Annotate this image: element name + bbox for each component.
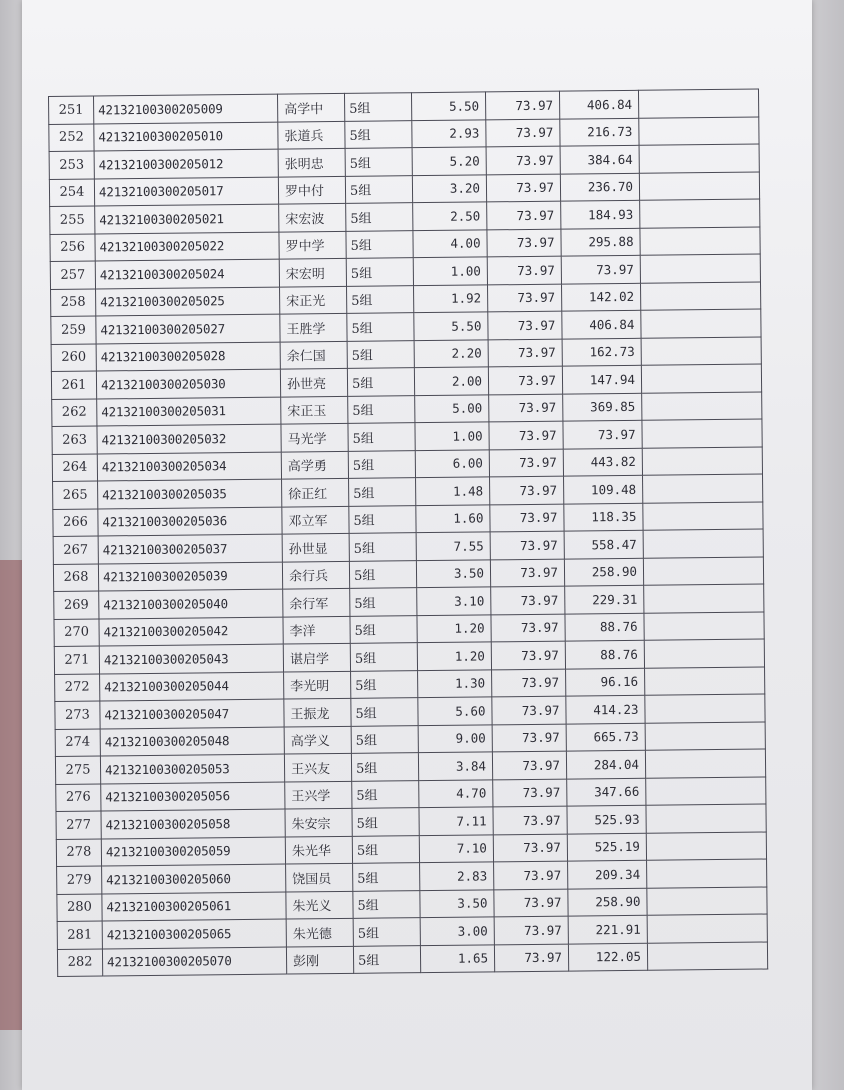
area-cell: 2.93 xyxy=(412,119,486,147)
area-cell: 3.10 xyxy=(417,587,491,615)
area-cell: 7.11 xyxy=(419,807,493,835)
blank-cell xyxy=(646,832,766,861)
name-cell: 张道兵 xyxy=(278,121,345,149)
blank-cell xyxy=(640,199,760,228)
blank-cell xyxy=(639,117,759,146)
id-cell: 42132100300205034 xyxy=(97,452,281,481)
name-cell: 邓立军 xyxy=(282,506,349,534)
group-cell: 5组 xyxy=(345,120,412,148)
name-cell: 高学勇 xyxy=(281,451,348,479)
price-cell: 73.97 xyxy=(491,586,565,614)
name-cell: 孙世显 xyxy=(282,533,349,561)
blank-cell xyxy=(641,309,761,338)
area-cell: 7.55 xyxy=(416,532,490,560)
price-cell: 73.97 xyxy=(493,834,567,862)
price-cell: 73.97 xyxy=(486,174,560,202)
price-cell: 73.97 xyxy=(489,449,563,477)
id-cell: 42132100300205009 xyxy=(94,94,278,123)
amount-cell: 347.66 xyxy=(567,778,646,806)
data-table xyxy=(48,89,768,977)
amount-cell: 558.47 xyxy=(564,530,643,558)
group-cell: 5组 xyxy=(348,395,415,423)
area-cell: 1.00 xyxy=(415,422,489,450)
id-cell: 42132100300205043 xyxy=(99,644,283,673)
amount-cell: 406.84 xyxy=(559,90,638,118)
blank-cell xyxy=(641,364,761,393)
id-cell: 42132100300205032 xyxy=(97,424,281,453)
price-cell: 73.97 xyxy=(492,751,566,779)
price-cell: 73.97 xyxy=(491,641,565,669)
price-cell: 73.97 xyxy=(489,421,563,449)
blank-cell xyxy=(647,942,767,971)
price-cell: 73.97 xyxy=(490,531,564,559)
area-cell: 5.20 xyxy=(412,147,486,175)
id-cell: 42132100300205065 xyxy=(102,919,286,948)
group-cell: 5组 xyxy=(346,230,413,258)
amount-cell: 258.90 xyxy=(564,558,643,586)
price-cell: 73.97 xyxy=(491,614,565,642)
row-number-cell: 269 xyxy=(54,591,99,619)
area-cell: 9.00 xyxy=(418,724,492,752)
id-cell: 42132100300205036 xyxy=(98,507,282,536)
name-cell: 余行兵 xyxy=(282,561,349,589)
amount-cell: 525.19 xyxy=(567,833,646,861)
row-number-cell: 267 xyxy=(53,536,98,564)
group-cell: 5组 xyxy=(346,258,413,286)
group-cell: 5组 xyxy=(352,835,419,863)
area-cell: 3.84 xyxy=(418,752,492,780)
amount-cell: 216.73 xyxy=(560,118,639,146)
name-cell: 王振龙 xyxy=(284,698,351,726)
id-cell: 42132100300205037 xyxy=(98,534,282,563)
row-number-cell: 260 xyxy=(51,344,96,372)
amount-cell: 221.91 xyxy=(568,915,647,943)
amount-cell: 162.73 xyxy=(562,338,641,366)
group-cell: 5组 xyxy=(347,340,414,368)
amount-cell: 406.84 xyxy=(562,310,641,338)
group-cell: 5组 xyxy=(347,313,414,341)
area-cell: 5.50 xyxy=(414,312,488,340)
table-container xyxy=(48,89,767,977)
amount-cell: 88.76 xyxy=(565,613,644,641)
price-cell: 73.97 xyxy=(488,311,562,339)
name-cell: 朱安宗 xyxy=(285,808,352,836)
area-cell: 1.30 xyxy=(418,669,492,697)
area-cell: 2.20 xyxy=(414,339,488,367)
name-cell: 罗中学 xyxy=(279,231,346,259)
id-cell: 42132100300205024 xyxy=(95,259,279,288)
id-cell: 42132100300205035 xyxy=(98,479,282,508)
row-number-cell: 252 xyxy=(49,124,94,152)
row-number-cell: 259 xyxy=(51,316,96,344)
blank-cell xyxy=(645,722,765,751)
price-cell: 73.97 xyxy=(490,559,564,587)
name-cell: 宋正光 xyxy=(280,286,347,314)
area-cell: 1.60 xyxy=(416,504,490,532)
price-cell: 73.97 xyxy=(493,806,567,834)
name-cell: 罗中付 xyxy=(278,176,345,204)
group-cell: 5组 xyxy=(352,808,419,836)
blank-cell xyxy=(643,557,763,586)
area-cell: 7.10 xyxy=(419,834,493,862)
amount-cell: 369.85 xyxy=(563,393,642,421)
group-cell: 5组 xyxy=(350,615,417,643)
area-cell: 1.00 xyxy=(413,257,487,285)
group-cell: 5组 xyxy=(351,698,418,726)
id-cell: 42132100300205048 xyxy=(100,727,284,756)
id-cell: 42132100300205039 xyxy=(98,562,282,591)
amount-cell: 414.23 xyxy=(566,695,645,723)
id-cell: 42132100300205021 xyxy=(95,204,279,233)
blank-cell xyxy=(644,612,764,641)
blank-cell xyxy=(647,914,767,943)
group-cell: 5组 xyxy=(353,918,420,946)
group-cell: 5组 xyxy=(353,890,420,918)
row-number-cell: 274 xyxy=(55,728,100,756)
area-cell: 4.00 xyxy=(413,229,487,257)
name-cell: 张明忠 xyxy=(278,148,345,176)
row-number-cell: 262 xyxy=(52,399,97,427)
area-cell: 5.50 xyxy=(411,92,485,120)
name-cell: 彭刚 xyxy=(286,946,353,974)
amount-cell: 122.05 xyxy=(568,943,647,971)
row-number-cell: 251 xyxy=(49,96,94,124)
blank-cell xyxy=(639,144,759,173)
area-cell: 1.20 xyxy=(417,642,491,670)
area-cell: 1.92 xyxy=(414,284,488,312)
group-cell: 5组 xyxy=(349,533,416,561)
price-cell: 73.97 xyxy=(487,229,561,257)
background-strip xyxy=(0,560,22,1030)
row-number-cell: 276 xyxy=(56,783,101,811)
price-cell: 73.97 xyxy=(492,669,566,697)
group-cell: 5组 xyxy=(353,945,420,973)
group-cell: 5组 xyxy=(345,148,412,176)
name-cell: 宋宏波 xyxy=(279,203,346,231)
group-cell: 5组 xyxy=(348,423,415,451)
amount-cell: 236.70 xyxy=(560,173,639,201)
blank-cell xyxy=(643,502,763,531)
amount-cell: 384.64 xyxy=(560,145,639,173)
amount-cell: 443.82 xyxy=(563,448,642,476)
id-cell: 42132100300205028 xyxy=(96,342,280,371)
price-cell: 73.97 xyxy=(486,146,560,174)
area-cell: 3.50 xyxy=(416,559,490,587)
blank-cell xyxy=(641,337,761,366)
name-cell: 朱光华 xyxy=(285,836,352,864)
id-cell: 42132100300205040 xyxy=(99,589,283,618)
group-cell: 5组 xyxy=(346,203,413,231)
row-number-cell: 254 xyxy=(49,179,94,207)
amount-cell: 73.97 xyxy=(563,420,642,448)
area-cell: 2.50 xyxy=(413,202,487,230)
table-body xyxy=(49,89,768,976)
row-number-cell: 263 xyxy=(52,426,97,454)
row-number-cell: 279 xyxy=(57,866,102,894)
blank-cell xyxy=(639,172,759,201)
blank-cell xyxy=(646,804,766,833)
blank-cell xyxy=(642,447,762,476)
area-cell: 1.20 xyxy=(417,614,491,642)
id-cell: 42132100300205017 xyxy=(94,177,278,206)
blank-cell xyxy=(645,667,765,696)
price-cell: 73.97 xyxy=(494,861,568,889)
price-cell: 73.97 xyxy=(494,889,568,917)
row-number-cell: 273 xyxy=(55,701,100,729)
price-cell: 73.97 xyxy=(489,394,563,422)
area-cell: 2.83 xyxy=(420,862,494,890)
amount-cell: 258.90 xyxy=(568,888,647,916)
row-number-cell: 282 xyxy=(57,948,102,976)
group-cell: 5组 xyxy=(349,478,416,506)
area-cell: 3.20 xyxy=(412,174,486,202)
name-cell: 宋正玉 xyxy=(281,396,348,424)
group-cell: 5组 xyxy=(347,285,414,313)
area-cell: 1.65 xyxy=(420,944,494,972)
id-cell: 42132100300205031 xyxy=(97,397,281,426)
blank-cell xyxy=(644,584,764,613)
amount-cell: 118.35 xyxy=(564,503,643,531)
area-cell: 4.70 xyxy=(419,779,493,807)
name-cell: 李洋 xyxy=(283,616,350,644)
amount-cell: 73.97 xyxy=(561,255,640,283)
amount-cell: 88.76 xyxy=(565,640,644,668)
blank-cell xyxy=(646,777,766,806)
blank-cell xyxy=(645,749,765,778)
name-cell: 余行军 xyxy=(283,588,350,616)
name-cell: 李光明 xyxy=(284,671,351,699)
blank-cell xyxy=(643,529,763,558)
row-number-cell: 265 xyxy=(53,481,98,509)
id-cell: 42132100300205022 xyxy=(95,232,279,261)
row-number-cell: 275 xyxy=(55,756,100,784)
amount-cell: 525.93 xyxy=(567,805,646,833)
blank-cell xyxy=(643,474,763,503)
blank-cell xyxy=(644,639,764,668)
id-cell: 42132100300205030 xyxy=(96,369,280,398)
id-cell: 42132100300205070 xyxy=(102,947,286,976)
amount-cell: 184.93 xyxy=(561,200,640,228)
amount-cell: 142.02 xyxy=(561,283,640,311)
name-cell: 王兴友 xyxy=(284,753,351,781)
price-cell: 73.97 xyxy=(488,339,562,367)
blank-cell xyxy=(640,227,760,256)
blank-cell xyxy=(640,282,760,311)
name-cell: 徐正红 xyxy=(282,478,349,506)
row-number-cell: 257 xyxy=(50,261,95,289)
area-cell: 5.00 xyxy=(415,394,489,422)
id-cell: 42132100300205044 xyxy=(100,672,284,701)
price-cell: 73.97 xyxy=(490,476,564,504)
amount-cell: 284.04 xyxy=(566,750,645,778)
price-cell: 73.97 xyxy=(486,119,560,147)
row-number-cell: 264 xyxy=(52,454,97,482)
row-number-cell: 277 xyxy=(56,811,101,839)
row-number-cell: 253 xyxy=(49,151,94,179)
row-number-cell: 258 xyxy=(51,289,96,317)
price-cell: 73.97 xyxy=(490,504,564,532)
amount-cell: 109.48 xyxy=(564,475,643,503)
amount-cell: 147.94 xyxy=(562,365,641,393)
price-cell: 73.97 xyxy=(487,201,561,229)
area-cell: 3.50 xyxy=(420,889,494,917)
name-cell: 孙世亮 xyxy=(280,368,347,396)
blank-cell xyxy=(645,694,765,723)
price-cell: 73.97 xyxy=(494,944,568,972)
price-cell: 73.97 xyxy=(494,916,568,944)
row-number-cell: 261 xyxy=(51,371,96,399)
blank-cell xyxy=(642,419,762,448)
area-cell: 2.00 xyxy=(414,367,488,395)
group-cell: 5组 xyxy=(347,368,414,396)
amount-cell: 665.73 xyxy=(566,723,645,751)
area-cell: 3.00 xyxy=(420,917,494,945)
row-number-cell: 255 xyxy=(50,206,95,234)
id-cell: 42132100300205059 xyxy=(101,837,285,866)
id-cell: 42132100300205027 xyxy=(96,314,280,343)
blank-cell xyxy=(640,254,760,283)
group-cell: 5组 xyxy=(351,753,418,781)
group-cell: 5组 xyxy=(350,588,417,616)
blank-cell xyxy=(642,392,762,421)
group-cell: 5组 xyxy=(351,670,418,698)
id-cell: 42132100300205010 xyxy=(94,122,278,151)
name-cell: 王胜学 xyxy=(280,313,347,341)
amount-cell: 209.34 xyxy=(568,860,647,888)
price-cell: 73.97 xyxy=(487,256,561,284)
name-cell: 饶国员 xyxy=(286,863,353,891)
amount-cell: 229.31 xyxy=(565,585,644,613)
group-cell: 5组 xyxy=(353,863,420,891)
name-cell: 马光学 xyxy=(281,423,348,451)
group-cell: 5组 xyxy=(350,643,417,671)
row-number-cell: 266 xyxy=(53,509,98,537)
price-cell: 73.97 xyxy=(492,696,566,724)
area-cell: 1.48 xyxy=(416,477,490,505)
amount-cell: 96.16 xyxy=(566,668,645,696)
row-number-cell: 281 xyxy=(57,921,102,949)
row-number-cell: 270 xyxy=(54,618,99,646)
id-cell: 42132100300205061 xyxy=(102,892,286,921)
name-cell: 朱光德 xyxy=(286,918,353,946)
id-cell: 42132100300205042 xyxy=(99,617,283,646)
group-cell: 5组 xyxy=(349,505,416,533)
price-cell: 73.97 xyxy=(492,724,566,752)
group-cell: 5组 xyxy=(352,780,419,808)
row-number-cell: 272 xyxy=(55,673,100,701)
group-cell: 5组 xyxy=(351,725,418,753)
row-number-cell: 280 xyxy=(57,893,102,921)
name-cell: 谌启学 xyxy=(283,643,350,671)
area-cell: 6.00 xyxy=(415,449,489,477)
group-cell: 5组 xyxy=(345,175,412,203)
id-cell: 42132100300205060 xyxy=(102,864,286,893)
id-cell: 42132100300205012 xyxy=(94,149,278,178)
group-cell: 5组 xyxy=(348,450,415,478)
group-cell: 5组 xyxy=(349,560,416,588)
name-cell: 王兴学 xyxy=(285,781,352,809)
row-number-cell: 271 xyxy=(54,646,99,674)
id-cell: 42132100300205047 xyxy=(100,699,284,728)
id-cell: 42132100300205056 xyxy=(101,782,285,811)
price-cell: 73.97 xyxy=(485,91,559,119)
area-cell: 5.60 xyxy=(418,697,492,725)
price-cell: 73.97 xyxy=(493,779,567,807)
amount-cell: 295.88 xyxy=(561,228,640,256)
id-cell: 42132100300205058 xyxy=(101,809,285,838)
name-cell: 宋宏明 xyxy=(279,258,346,286)
name-cell: 余仁国 xyxy=(280,341,347,369)
price-cell: 73.97 xyxy=(488,366,562,394)
blank-cell xyxy=(647,887,767,916)
group-cell: 5组 xyxy=(344,93,411,121)
blank-cell xyxy=(638,89,758,118)
row-number-cell: 278 xyxy=(56,838,101,866)
name-cell: 高学中 xyxy=(277,93,344,121)
id-cell: 42132100300205053 xyxy=(100,754,284,783)
id-cell: 42132100300205025 xyxy=(96,287,280,316)
row-number-cell: 256 xyxy=(50,234,95,262)
price-cell: 73.97 xyxy=(487,284,561,312)
name-cell: 高学义 xyxy=(284,726,351,754)
blank-cell xyxy=(647,859,767,888)
name-cell: 朱光义 xyxy=(286,891,353,919)
row-number-cell: 268 xyxy=(53,563,98,591)
